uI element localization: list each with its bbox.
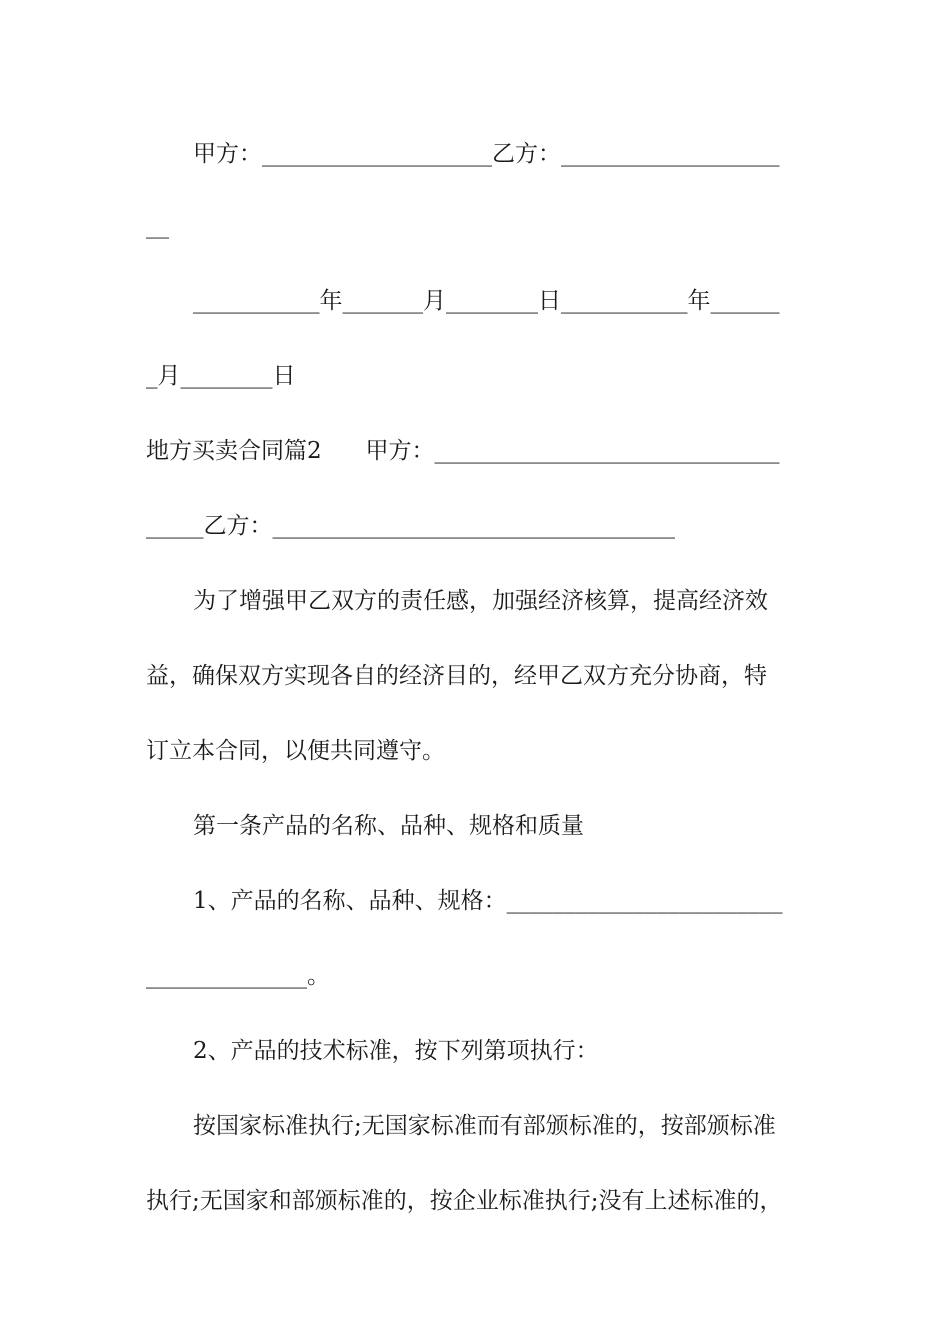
standard-line-2: 执行;无国家和部颁标准的，按企业标准执行;没有上述标准的， (146, 1188, 783, 1214)
clause-1-line-continued: ______________。 (146, 963, 330, 989)
date-line: ___________年_______月________日___________年______ (193, 288, 780, 314)
party-line: 甲方：____________________乙方：___________________ (193, 141, 780, 167)
party-line-continued: __ (146, 213, 169, 239)
preamble-line-2: 益，确保双方实现各自的经济目的，经甲乙双方充分协商，特 (146, 663, 767, 689)
clause-2-line: 2、产品的技术标准，按下列第项执行： (193, 1038, 599, 1064)
party-b-line: _____乙方：___________________________________ (146, 513, 675, 539)
preamble-line-3: 订立本合同，以便共同遵守。 (146, 738, 445, 764)
standard-line-1: 按国家标准执行;无国家标准而有部颁标准的，按部颁标准 (193, 1113, 776, 1139)
date-line-continued: _月________日 (146, 363, 296, 389)
contract-title-line: 地方买卖合同篇2 甲方：______________________________ (146, 438, 780, 464)
preamble-line-1: 为了增强甲乙双方的责任感，加强经济核算，提高经济效 (193, 588, 768, 614)
clause-1-line: 1、产品的名称、品种、规格：________________________ (193, 888, 783, 914)
article-heading: 第一条产品的名称、品种、规格和质量 (193, 813, 584, 839)
